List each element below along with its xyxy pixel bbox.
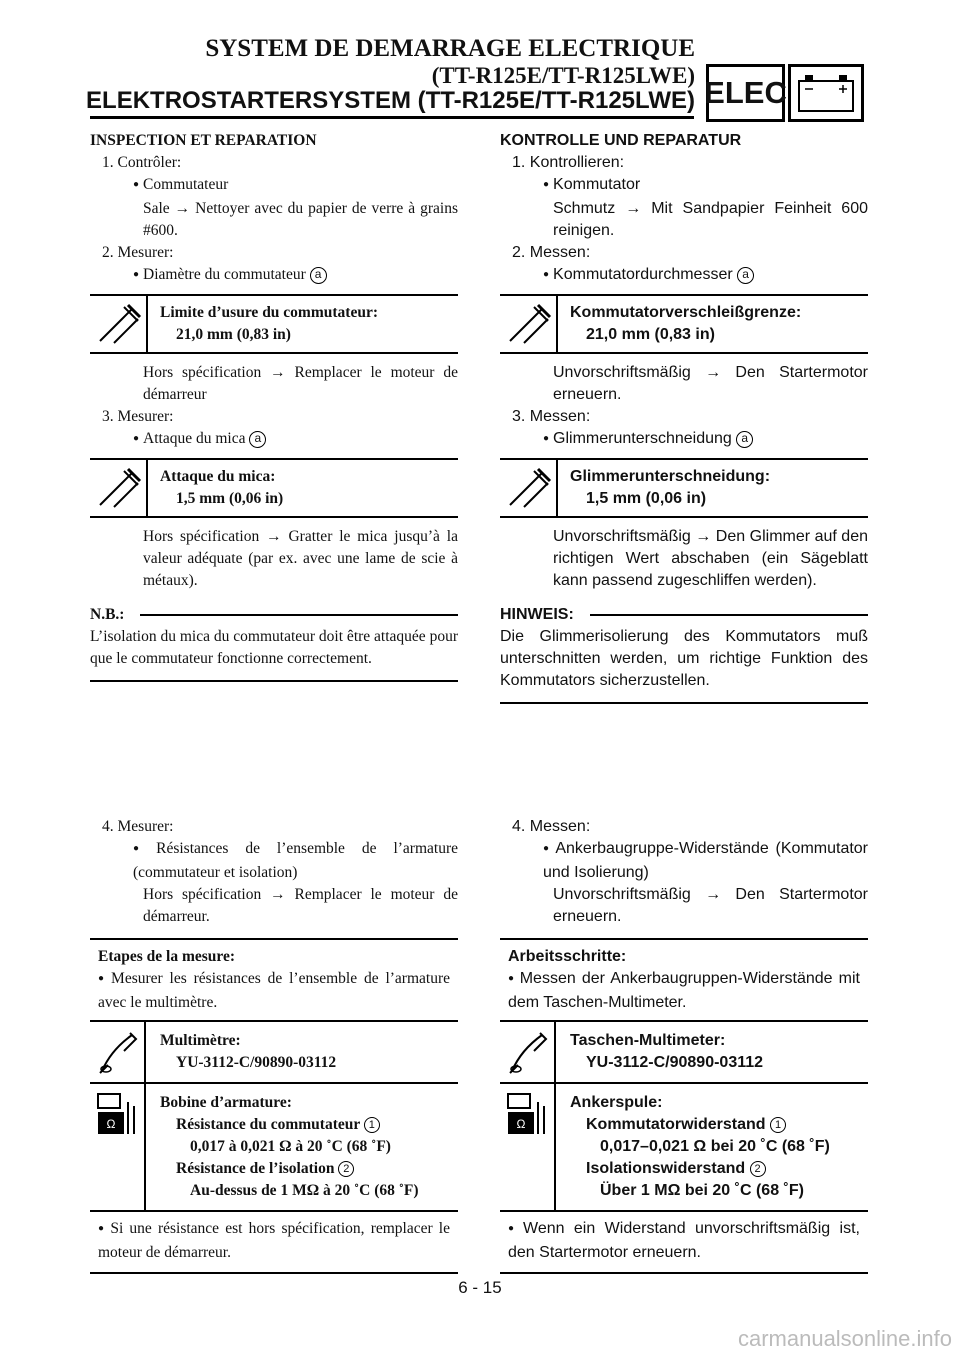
step-number: 4.: [512, 818, 526, 835]
tool-value: YU-3112-C/90890-03112: [176, 1054, 337, 1071]
header-rule: [90, 116, 694, 119]
coil-r1-value: 0,017–0,021 Ω bei 20 ˚C (68 ˚F): [600, 1138, 830, 1155]
step-text: Hors spécification → Remplacer le moteur de démarreur.: [143, 886, 458, 925]
multimeter-tool-icon: [90, 1022, 146, 1082]
step-number: 3.: [512, 408, 526, 425]
coil-r2-value: Au-dessus de 1 MΩ à 20 ˚C (68 ˚F): [190, 1182, 419, 1199]
spec-title: Attaque du mica:: [160, 468, 276, 485]
note-header: [90, 604, 458, 626]
step-text: Hors spécification → Gratter le mica jusqu’à la valeur adéquate (par ex. avec une lame de scie à métaux).: [143, 528, 458, 589]
caliper-icon: [90, 296, 148, 352]
note-text: Die Glimmerisolierung des Kommutators muß unterschnitten werden, um richtige Funktion des Kommutators sicherzustellen.: [500, 628, 868, 689]
french-inspection-section: [90, 130, 458, 682]
resistance-meter-icon: [500, 1084, 556, 1210]
step-text: Unvorschriftsmäßig → Den Startermotor erneuern.: [553, 886, 868, 925]
step-number: 2.: [512, 244, 526, 261]
tool-value: YU-3112-C/90890-03112: [586, 1054, 764, 1071]
coil-r1-label: Kommutatorwiderstand: [586, 1116, 766, 1133]
section-title-french-line1: SYSTEM DE DEMARRAGE ELECTRIQUE: [205, 35, 695, 62]
callout-ref: 2: [338, 1161, 354, 1177]
spec-value: 1,5 mm (0,06 in): [176, 490, 284, 507]
svg-text:Ω: Ω: [516, 1117, 526, 1131]
step-item: ● Résistances de l’ensemble de l’armature (commutateur et isolation): [90, 838, 458, 884]
spec-value: 21,0 mm (0,83 in): [176, 326, 291, 343]
box-instruction: ● Wenn ein Widerstand unvorschriftsmäßig ist, den Startermotor erneuern.: [508, 1218, 860, 1264]
section-heading: KONTROLLE UND REPARATUR: [500, 132, 742, 149]
step-text: Unvorschriftsmäßig → Den Glimmer auf den richtigen Wert abschaben (ein Sägeblatt kann passend zugeschliffen werden).: [553, 528, 868, 589]
callout-ref: 1: [364, 1117, 380, 1133]
step-text: Schmutz → Mit Sandpapier Feinheit 600 reinigen.: [553, 200, 868, 239]
note-label: N.B.:: [90, 606, 125, 623]
step-label: Mesurer:: [117, 244, 174, 261]
step-item: ● Kommutator: [500, 174, 868, 198]
callout-ref: a: [310, 267, 327, 284]
step-text: Sale → Nettoyer avec du papier de verre à grains #600.: [143, 200, 458, 239]
spec-title: Limite d’usure du commutateur:: [160, 304, 378, 321]
section-title-german: ELEKTROSTARTERSYSTEM (TT-R125E/TT-R125LWE): [86, 87, 695, 114]
coil-r2-label: Isolationswiderstand: [586, 1160, 746, 1177]
note-rule: [90, 680, 458, 682]
step-number: 4.: [102, 818, 114, 835]
procedure-box: [90, 938, 458, 1274]
battery-icon: [788, 64, 864, 122]
callout-ref: a: [249, 431, 266, 448]
step-item: Attaque du mica: [143, 430, 246, 447]
step-text: Hors spécification → Remplacer le moteur de démarreur: [143, 364, 458, 403]
coil-title: Ankerspule:: [570, 1094, 663, 1111]
box-step: ● Messen der Ankerbaugruppen-Widerstände mit dem Taschen-Multimeter.: [508, 968, 860, 1014]
step-item: Diamètre du commutateur: [143, 266, 306, 283]
spec-box: [90, 294, 458, 354]
note-label: HINWEIS:: [500, 606, 574, 623]
svg-text:Ω: Ω: [106, 1117, 116, 1131]
note-rule: [500, 702, 868, 704]
step-item: Glimmerunterschneidung: [553, 430, 732, 447]
caliper-icon: [500, 296, 558, 352]
step-label: Messen:: [529, 408, 591, 425]
german-armature-section: [500, 816, 868, 1274]
step-label: Messen:: [529, 818, 591, 835]
box-title: Arbeitsschritte:: [508, 948, 627, 965]
spec-value: 21,0 mm (0,83 in): [586, 326, 715, 343]
step-number: 2.: [102, 244, 114, 261]
step-number: 1.: [102, 154, 114, 171]
watermark: carmanualsonline.info: [737, 1326, 952, 1351]
coil-r1-label: Résistance du commutateur: [176, 1116, 360, 1133]
tool-title: Multimètre:: [160, 1032, 241, 1049]
coil-title: Bobine d’armature:: [160, 1094, 292, 1111]
step-item: Kommutatordurchmesser: [553, 266, 733, 283]
resistance-meter-icon: [90, 1084, 146, 1210]
step-item: ● Commutateur: [90, 174, 458, 198]
spec-title: Kommutatorverschleißgrenze:: [570, 304, 802, 321]
tool-title: Taschen-Multimeter:: [570, 1032, 726, 1049]
box-step: ● Mesurer les résistances de l’ensemble de l’armature avec le multimètre.: [98, 968, 450, 1014]
coil-r2-value: Über 1 MΩ bei 20 ˚C (68 ˚F): [600, 1182, 804, 1199]
step-label: Kontrollieren:: [529, 154, 625, 171]
step-label: Contrôler:: [117, 154, 182, 171]
spec-value: 1,5 mm (0,06 in): [586, 490, 707, 507]
spec-box: [500, 458, 868, 518]
step-number: 1.: [512, 154, 526, 171]
step-label: Mesurer:: [117, 818, 174, 835]
callout-ref: 2: [750, 1161, 766, 1177]
french-armature-section: [90, 816, 458, 1274]
coil-r2-label: Résistance de l’isolation: [176, 1160, 335, 1177]
procedure-box: [500, 938, 868, 1274]
step-number: 3.: [102, 408, 114, 425]
step-label: Mesurer:: [117, 408, 174, 425]
caliper-icon: [90, 460, 148, 516]
caliper-icon: [500, 460, 558, 516]
note-text: L’isolation du mica du commutateur doit être attaquée pour que le commutateur fonctionne correctement.: [90, 628, 458, 667]
section-tag: ELEC: [706, 64, 785, 122]
step-label: Messen:: [529, 244, 591, 261]
section-title-french-line2: (TT-R125E/TT-R125LWE): [431, 63, 695, 88]
section-heading: INSPECTION ET REPARATION: [90, 132, 317, 149]
spec-box: [500, 294, 868, 354]
spec-box: [90, 458, 458, 518]
spec-title: Glimmerunterschneidung:: [570, 468, 771, 485]
step-text: Unvorschriftsmäßig → Den Startermotor erneuern.: [553, 364, 868, 403]
callout-ref: a: [737, 267, 754, 284]
multimeter-tool-icon: [500, 1022, 556, 1082]
step-item: ● Ankerbaugruppe-Widerstände (Kommutator und Isolierung): [500, 838, 868, 884]
callout-ref: a: [736, 431, 753, 448]
box-instruction: ● Si une résistance est hors spécification, remplacer le moteur de démarreur.: [98, 1218, 450, 1264]
german-inspection-section: [500, 130, 868, 704]
coil-r1-value: 0,017 à 0,021 Ω à 20 ˚C (68 ˚F): [190, 1138, 391, 1155]
callout-ref: 1: [770, 1117, 786, 1133]
box-title: Etapes de la mesure:: [98, 948, 236, 965]
page-number: 6 - 15: [458, 1278, 502, 1297]
note-header: [500, 604, 868, 626]
